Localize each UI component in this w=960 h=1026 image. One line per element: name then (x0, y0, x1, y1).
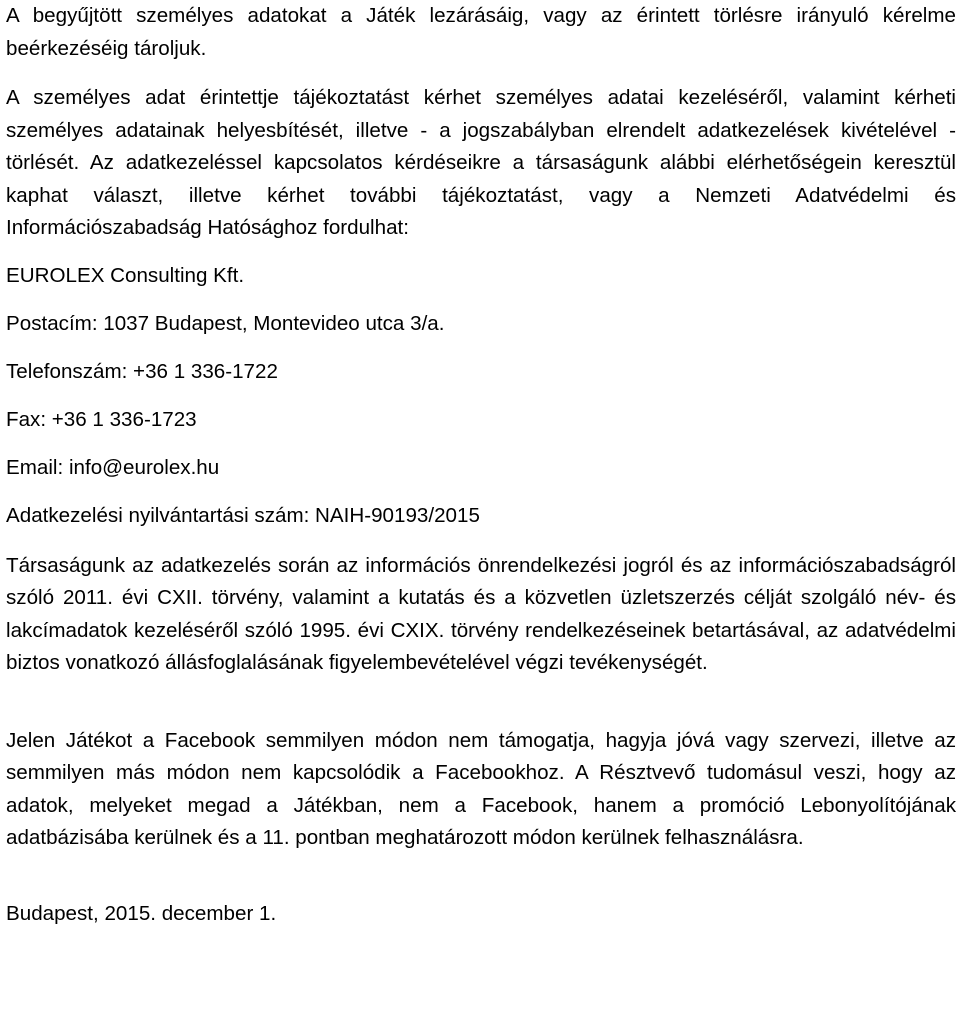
rights-paragraph: A személyes adat érintettje tájékoztatást kérhet személyes adatai kezeléséről, valamint kérheti személyes adatainak helyesbítését, illetve - a jogszabályban elrendelt adatkezelések kivételével - törlését. Az adatkezeléssel kapcsolatos kérdéseikre a társaságunk alábbi elérhetőségein keresztül kaphat választ, illetve kérhet további tájékoztatást, vagy a Nemzeti Adatvédelmi és Információszabadság Hatósághoz fordulhat: (6, 86, 956, 239)
law-paragraph: Társaságunk az adatkezelés során az információs önrendelkezési jogról és az információszabadságról szóló 2011. évi CXII. törvény, valamint a kutatás és a közvetlen üzletszerzés célját szolgáló név- és lakcímadatok kezeléséről szóló 1995. évi CXIX. törvény rendelkezéseinek betartásával, az adatvédelmi biztos vonatkozó állásfoglalásának figyelembevételével végzi tevékenységét. (6, 553, 956, 674)
company-name: EUROLEX Consulting Kft. (6, 264, 245, 287)
retention-paragraph: A begyűjtött személyes adatokat a Játék lezárásáig, vagy az érintett törlésre irányuló kérelme beérkezéséig tároljuk. (6, 4, 956, 60)
postal-address: Postacím: 1037 Budapest, Montevideo utca 3/a. (6, 312, 445, 335)
phone-number: Telefonszám: +36 1 336-1722 (6, 360, 278, 383)
fax-number: Fax: +36 1 336-1723 (6, 408, 197, 431)
registry-number: Adatkezelési nyilvántartási szám: NAIH-90193/2015 (6, 504, 480, 527)
document-page (6, 0, 956, 930)
facebook-paragraph: Jelen Játékot a Facebook semmilyen módon nem támogatja, hagyja jóvá vagy szervezi, illetve az semmilyen más módon nem kapcsolódik a Facebookhoz. A Résztvevő tudomásul veszi, hogy az adatok, melyeket megad a Játékban, nem a Facebook, hanem a promóció Lebonyolítójának adatbázisába kerülnek és a 11. pontban meghatározott módon kerülnek felhasználásra. (6, 728, 956, 849)
place-date: Budapest, 2015. december 1. (6, 901, 277, 925)
email-address: Email: info@eurolex.hu (6, 456, 220, 479)
